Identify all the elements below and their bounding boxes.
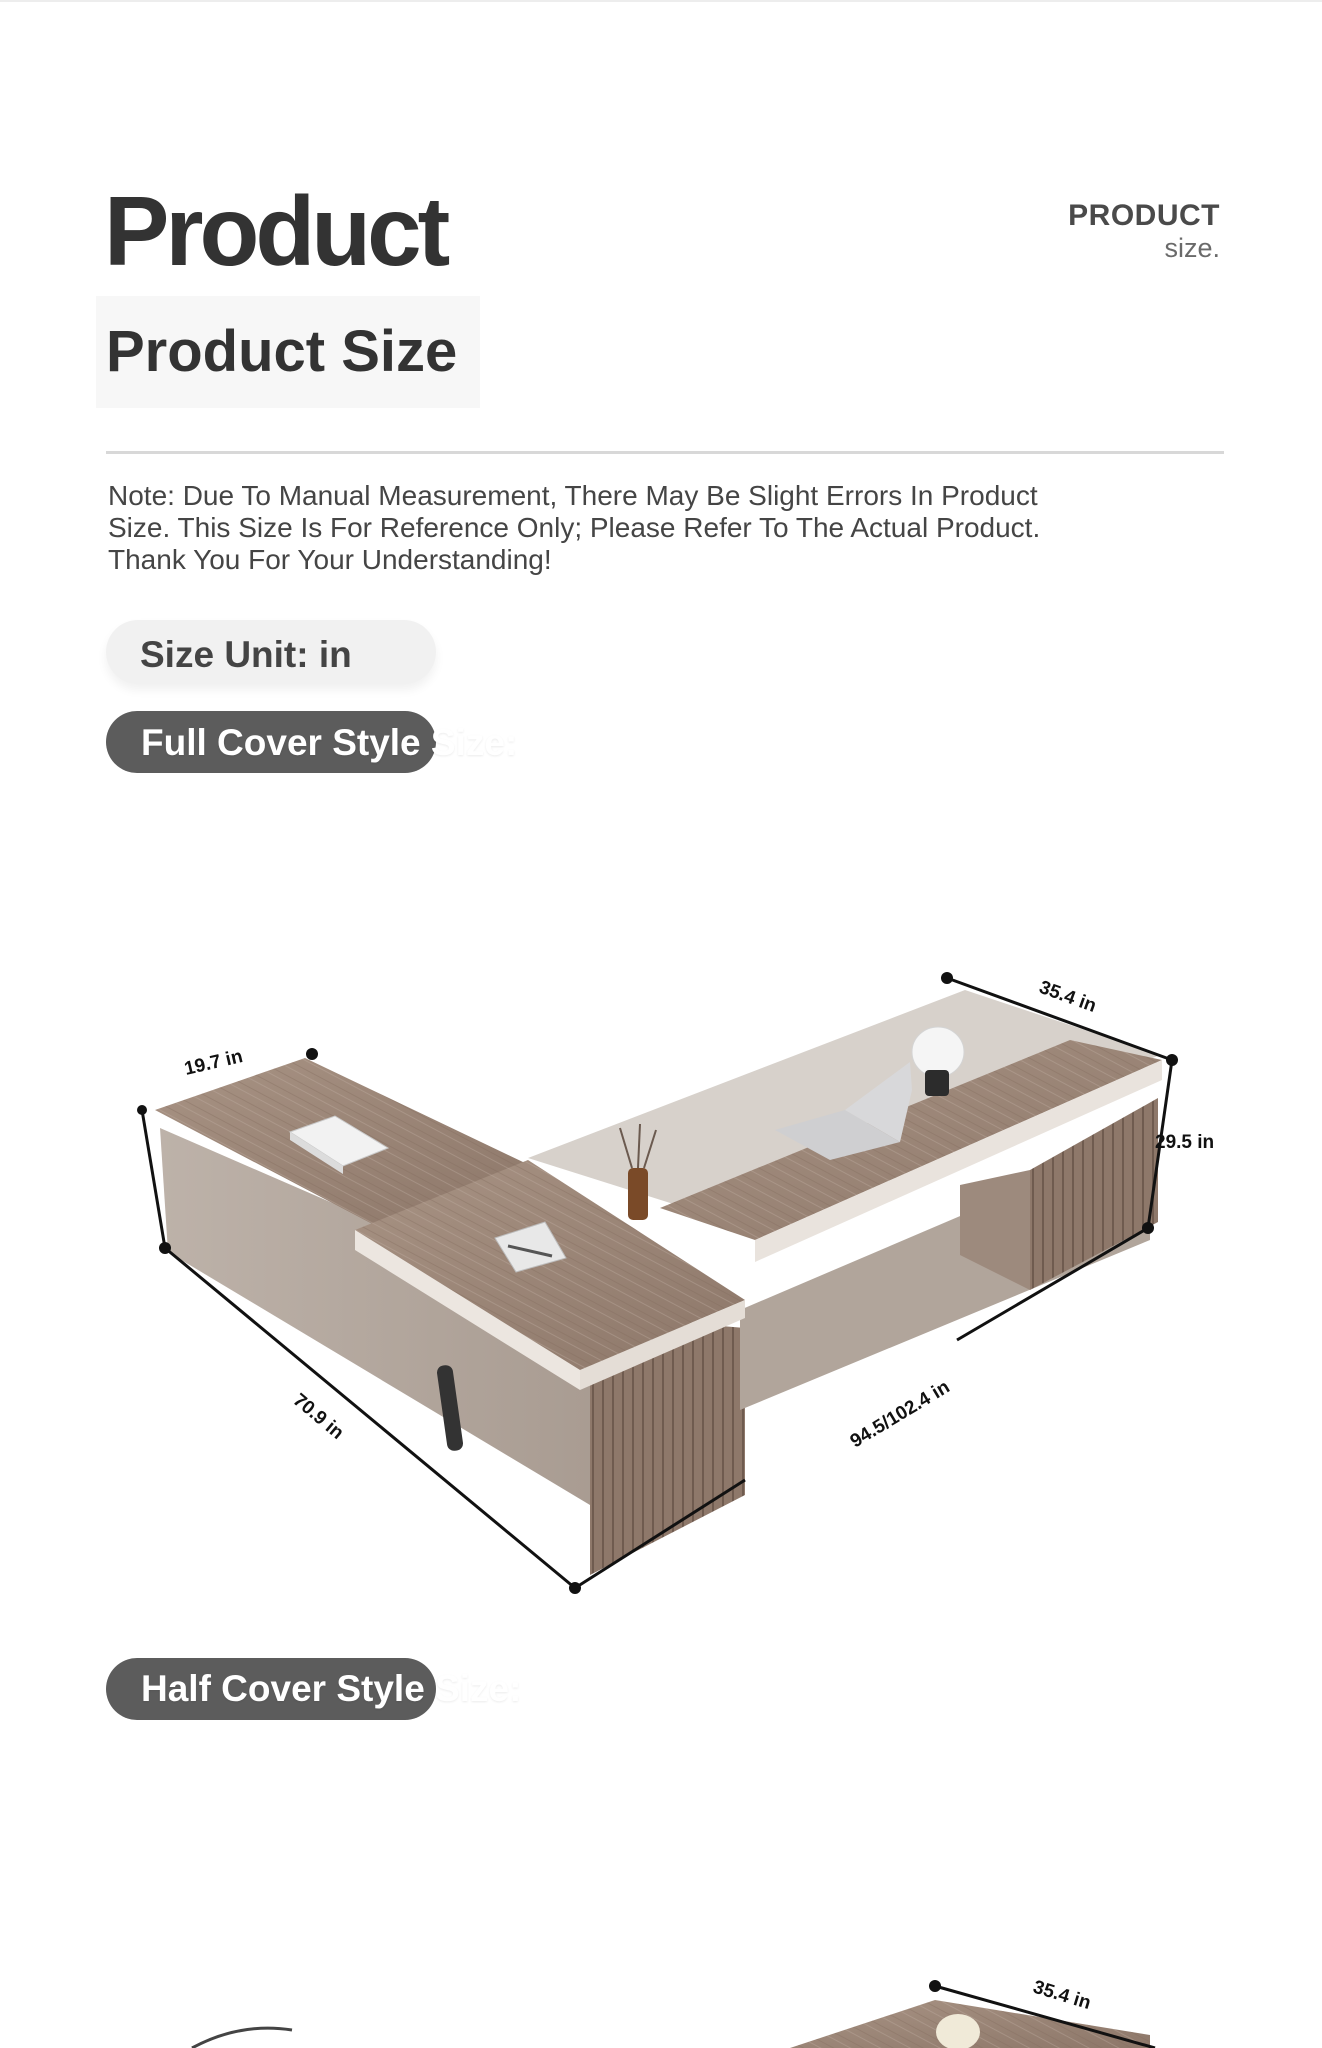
size-unit-text: Size Unit: in [140,634,352,675]
dim-side-length: 70.9 in [288,1389,348,1444]
dim-height: 29.5 in [1155,1132,1215,1153]
endpoint-dot [137,1105,147,1115]
endpoint-dot [941,972,953,984]
watermark-fragment [192,2028,292,2048]
endpoint-dot [929,1980,941,1992]
corner-label-main: PRODUCT [1068,199,1220,232]
endpoint-dot [1142,1222,1154,1234]
page-title: Product [104,176,447,286]
endpoint-dot [569,1582,581,1594]
dim-half-main-depth: 35.4 in [1030,1976,1094,2015]
note-line-1: Note: Due To Manual Measurement, There May Be Slight Errors In Product [108,480,1038,511]
note-line-2: Size. This Size Is For Reference Only; Please Refer To The Actual Product. [108,512,1041,543]
endpoint-dot [306,1048,318,1060]
note-line-3: Thank You For Your Understanding! [108,544,552,575]
endpoint-dot [159,1242,171,1254]
full-cover-desk-image [155,990,1162,1575]
endpoint-dot [1166,1054,1178,1066]
half-cover-desk-image [192,1980,1155,2048]
diffuser [628,1168,648,1220]
half-cover-label: Half Cover Style Size: [141,1668,522,1709]
section-heading-text: Product Size [106,319,458,384]
full-cover-label: Full Cover Style Size: [141,722,518,763]
dim-side-depth: 19.7 in [182,1046,245,1080]
dim-main-length: 94.5/102.4 in [846,1376,954,1453]
desk-lamp [912,1027,964,1077]
corner-label-sub: size. [1164,233,1220,264]
dim-main-depth: 35.4 in [1036,976,1100,1017]
